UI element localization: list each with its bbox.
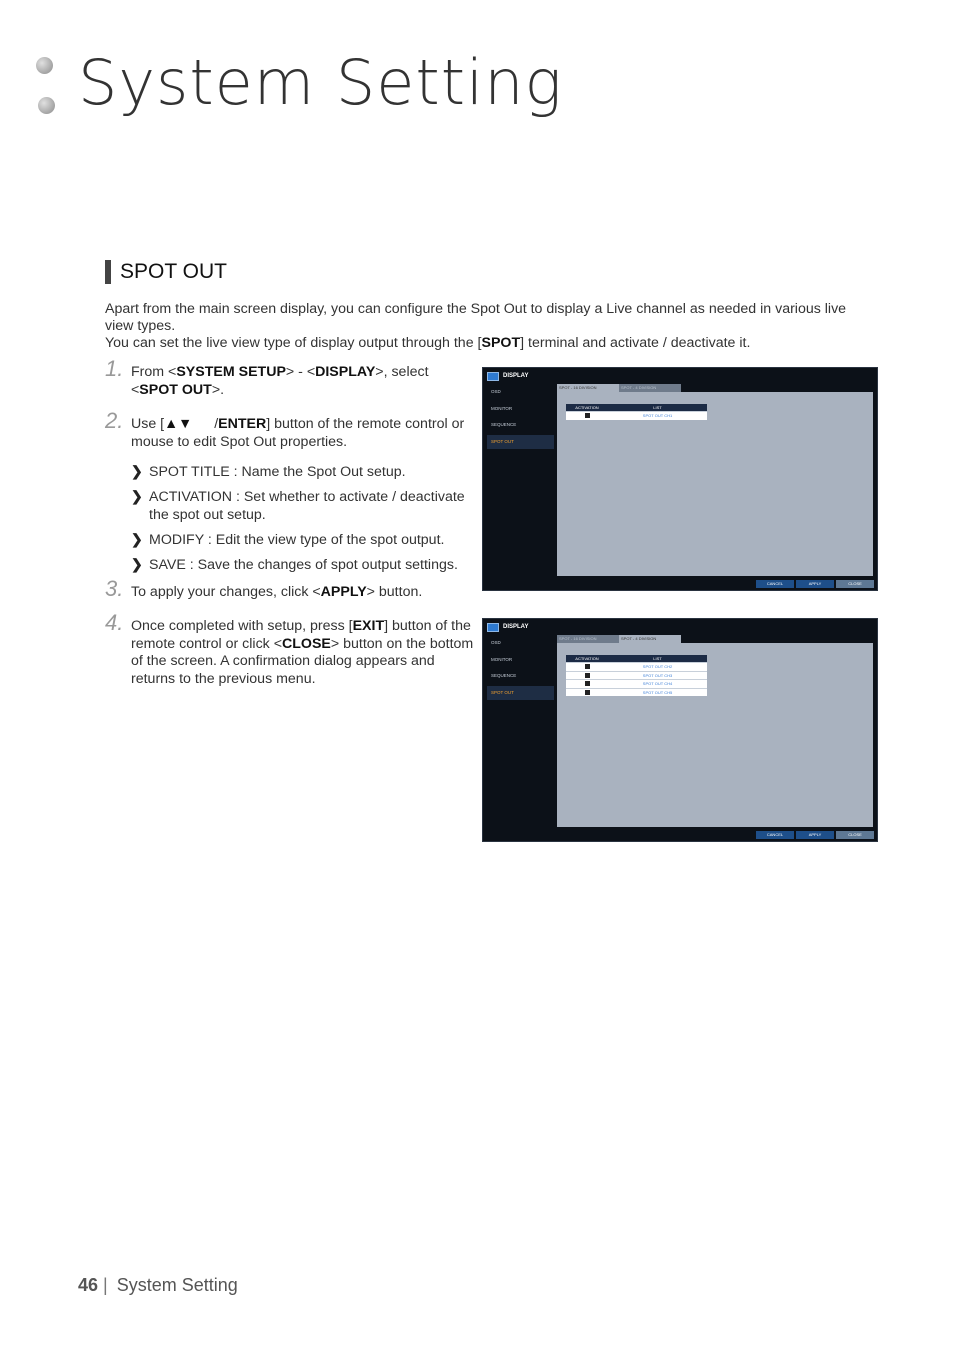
button-bar (754, 580, 874, 588)
step-number: 1. (105, 356, 124, 381)
spot-table (566, 655, 707, 696)
spot-list-item[interactable]: SPOT OUT CH4 (608, 680, 707, 689)
side-menu (487, 385, 554, 451)
step-number: 4. (105, 610, 124, 635)
table-row (566, 671, 707, 680)
display-screenshot-1 (482, 367, 878, 591)
cancel-button[interactable]: CANCEL (756, 831, 794, 839)
step-text: From <SYSTEM SETUP> - <DISPLAY>, select <SPOT OUT>. (131, 364, 429, 398)
close-button[interactable]: CLOSE (836, 831, 874, 839)
spot-list-item[interactable]: SPOT OUT CH5 (608, 688, 707, 696)
intro-text (105, 301, 875, 352)
menu-item-spot-out[interactable]: SPOT OUT (487, 435, 554, 449)
table-row (566, 680, 707, 689)
list-item: ❯ SAVE : Save the changes of spot output settings. (131, 556, 458, 573)
activation-checkbox[interactable] (585, 413, 590, 418)
button-bar (754, 831, 874, 839)
spot-table (566, 404, 707, 420)
monitor-icon (487, 623, 499, 632)
table-row (566, 412, 707, 420)
settings-panel (557, 643, 873, 827)
intro-line-2: You can set the live view type of display output through the [SPOT] terminal and activate / deactivate it. (105, 335, 751, 351)
close-button[interactable]: CLOSE (836, 580, 874, 588)
spot-list-item[interactable]: SPOT OUT CH2 (608, 663, 707, 672)
monitor-icon (487, 372, 499, 381)
tab-spot-4-division[interactable]: SPOT - 4 DIVISION (619, 635, 681, 643)
list-item: ❯ ACTIVATION : Set whether to activate / deactivate the spot out setup. (131, 489, 465, 523)
menu-item-sequence[interactable]: SEQUENCE (491, 422, 517, 427)
column-header-list: LIST (608, 655, 707, 663)
step-number: 2. (105, 408, 124, 433)
activation-checkbox[interactable] (585, 664, 590, 669)
table-row (566, 688, 707, 696)
footer-label: System Setting (116, 1275, 238, 1295)
column-header-list: LIST (608, 404, 707, 412)
tab-spot-16-division[interactable]: SPOT - 16 DIVISION (557, 635, 619, 643)
window-titlebar (487, 622, 528, 632)
menu-item-spot-out[interactable]: SPOT OUT (487, 686, 554, 700)
menu-item-osd[interactable]: OSD (491, 640, 501, 645)
intro-line-1: Apart from the main screen display, you can configure the Spot Out to display a Live channel as needed in various live view types. (105, 301, 847, 334)
menu-item-monitor[interactable]: MONITOR (491, 405, 513, 411)
side-menu (487, 636, 554, 702)
cancel-button[interactable]: CANCEL (756, 580, 794, 588)
window-titlebar (487, 371, 528, 381)
chevron-right-icon: ❯ (131, 531, 143, 548)
tab-spot-4-division[interactable]: SPOT - 4 DIVISION (619, 384, 681, 392)
settings-panel (557, 392, 873, 576)
footer-separator: | (103, 1275, 108, 1295)
page-footer (78, 1275, 238, 1296)
step-text: To apply your changes, click <APPLY> button. (131, 584, 423, 600)
chevron-right-icon: ❯ (131, 556, 143, 573)
menu-item-osd[interactable]: OSD (491, 389, 501, 394)
chevron-right-icon: ❯ (131, 464, 143, 480)
tab-spot-16-division[interactable]: SPOT - 16 DIVISION (557, 384, 619, 392)
activation-checkbox[interactable] (585, 690, 590, 695)
activation-checkbox[interactable] (585, 673, 590, 678)
page-title: System Setting (78, 46, 563, 119)
tab-bar (557, 384, 681, 392)
apply-button[interactable]: APPLY (796, 580, 834, 588)
section-bar (105, 260, 111, 284)
chevron-right-icon: ❯ (131, 489, 143, 505)
tab-bar (557, 635, 681, 643)
section-heading (105, 260, 227, 284)
column-header-activation: ACTIVATION (566, 404, 608, 412)
window-title: DISPLAY (503, 624, 529, 630)
step-text: Use [▲▼ /ENTER] button of the remote control or mouse to edit Spot Out properties. (131, 416, 465, 450)
section-title: SPOT OUT (120, 260, 227, 283)
step-text: Once completed with setup, press [EXIT] button of the remote control or click <CLOSE> button on the bottom of the screen. A confirmation dialog appears and returns to the previous menu. (131, 618, 474, 687)
list-item: ❯ SPOT TITLE : Name the Spot Out setup. (131, 464, 406, 480)
page-number: 46 (78, 1275, 99, 1295)
property-list (131, 464, 476, 582)
apply-button[interactable]: APPLY (796, 831, 834, 839)
step-number: 3. (105, 576, 124, 601)
table-row (566, 663, 707, 672)
spot-list-item[interactable]: SPOT OUT CH3 (608, 671, 707, 680)
column-header-activation: ACTIVATION (566, 655, 608, 663)
window-title: DISPLAY (503, 373, 529, 379)
menu-item-monitor[interactable]: MONITOR (491, 656, 513, 662)
menu-item-sequence[interactable]: SEQUENCE (491, 673, 517, 678)
list-item: ❯ MODIFY : Edit the view type of the spot output. (131, 531, 445, 548)
spot-list-item[interactable]: SPOT OUT CH1 (608, 412, 707, 420)
display-screenshot-2 (482, 618, 878, 842)
activation-checkbox[interactable] (585, 681, 590, 686)
